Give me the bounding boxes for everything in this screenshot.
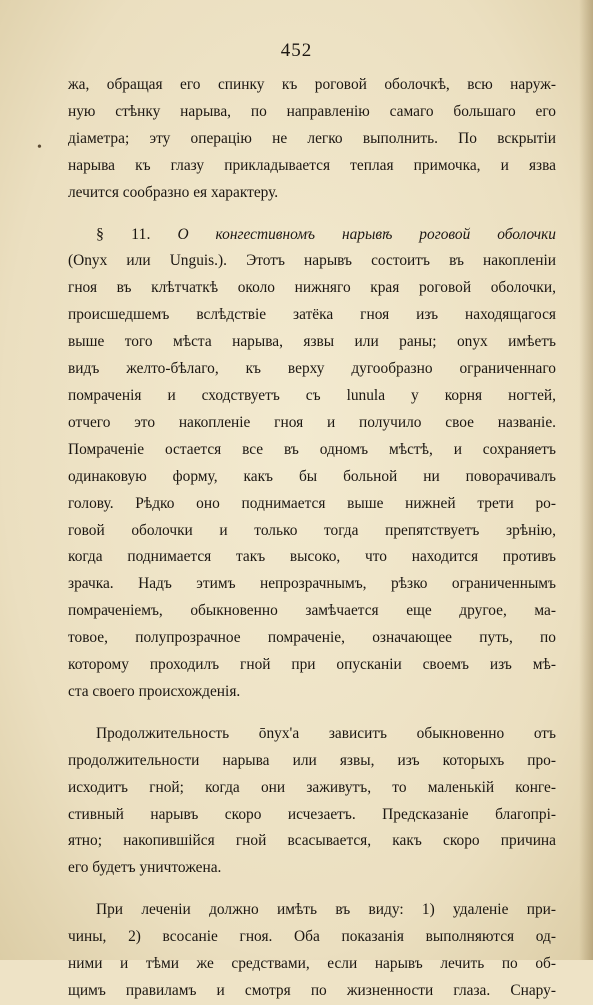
text-line: выше того мѣста нарыва, язвы или раны; onyx имѣетъ: [68, 333, 556, 351]
text-line: помраченіемъ, обыкновенно замѣчается еще другое, ма-: [68, 602, 556, 620]
text-line: его будетъ уничтожена.: [68, 859, 222, 877]
text-line: ятно; накопившійся гной всасывается, какъ скоро причина: [68, 832, 556, 850]
paragraph-3: [68, 721, 556, 882]
text-line: стивный нарывъ скоро исчезаетъ. Предсказаніе благопрі-: [68, 805, 556, 823]
text-line: ную стѣнку нарыва, по направленію самаго большаго его: [68, 102, 556, 120]
text-line: зрачка. Надъ этимъ непрозрачнымъ, рѣзко ограниченнымъ: [68, 575, 556, 593]
text-line: ними и тѣми же средствами, если нарывъ лечить по об-: [68, 955, 556, 973]
text-line: гноя въ клѣтчаткѣ около нижняго края роговой оболочки,: [68, 279, 556, 297]
text-line: отчего это накопленіе гноя и получило свое названіе.: [68, 413, 556, 431]
text-line: видъ желто-бѣлаго, къ верху дугообразно ограниченнаго: [68, 360, 556, 378]
text-line: товое, полупрозрачное помраченіе, означающее путь, по: [68, 629, 556, 647]
paragraph-1: [68, 72, 556, 207]
text-line: При леченіи должно имѣть въ виду: 1) удаленіе при-: [96, 901, 556, 919]
text-line: происшедшемъ вслѣдствіе затёка гноя изъ находящагося: [68, 306, 556, 324]
paragraph-4: [68, 897, 556, 1005]
section-number: § 11.: [96, 225, 151, 243]
text-line: говой оболочки и только тогда препятствуетъ зрѣнію,: [68, 521, 556, 539]
page-text: [68, 72, 556, 1005]
text-line: одинаковую форму, какъ бы больной ни поворачивалъ: [68, 467, 556, 485]
text-line: исходитъ гной; когда они заживутъ, то маленькій конге-: [68, 778, 556, 796]
text-line: Продолжительность ōnyx'а зависитъ обыкновенно отъ: [96, 724, 556, 742]
text-line: чины, 2) всосаніе гноя. Оба показанія выполняются од-: [68, 928, 556, 946]
text-line: лечится сообразно ея характеру.: [68, 183, 279, 201]
margin-mark: •: [37, 140, 42, 155]
text-line: помраченія и сходствуетъ съ lunula у корня ногтей,: [68, 386, 556, 404]
text-line: (Onyx или Unguis.). Этотъ нарывъ состоитъ въ накопленіи: [68, 252, 556, 270]
text-line: щимъ правиламъ и смотря по жизненности глаза. Снару-: [68, 982, 556, 999]
page-number: 452: [280, 40, 313, 61]
section-title: О конгестивномъ нарывѣ роговой оболочки: [177, 225, 556, 243]
text-line: которому проходилъ гной при опусканіи своемъ изъ мѣ-: [68, 656, 556, 674]
paragraph-2: [68, 222, 556, 706]
text-line: голову. Рѣдко оно поднимается выше нижней трети ро-: [68, 494, 556, 512]
section-heading-line: [68, 222, 556, 249]
text-line: ста своего происхожденія.: [68, 682, 241, 700]
text-line: жа, обращая его спинку къ роговой оболочкѣ, всю наруж-: [68, 76, 556, 93]
text-line: когда поднимается такъ высоко, что находится противъ: [68, 548, 556, 566]
text-line: нарыва къ глазу прикладывается теплая примочка, и язва: [68, 156, 556, 174]
text-line: діаметра; эту операцію не легко выполнить. По вскрытіи: [68, 129, 556, 147]
text-line: Помраченіе остается все въ одномъ мѣстѣ, и сохраняетъ: [68, 440, 556, 458]
text-line: продолжительности нарыва или язвы, изъ которыхъ про-: [68, 751, 556, 769]
